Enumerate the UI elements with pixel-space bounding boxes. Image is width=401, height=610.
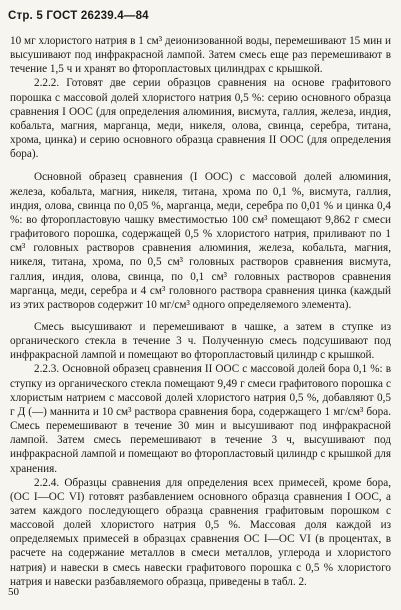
document-body — [10, 34, 391, 589]
page-number: 50 — [8, 586, 19, 598]
paragraph-2-2-2: 2.2.2. Готовят две серии образцов сравнения на основе графитового порошка с массовой долей хлористого натрия 0,5 %: серию основного образца сравнения I ООС (для определения алюминия, висмута, галлия, железа, индия, кобальта, магния, марганца, меди, никеля, олова, свинца, серебра, титана, хрома, цинка) и серию основного образца сравнения II ООС (для определения бора). — [10, 77, 391, 161]
paragraph-ioos-composition: Основной образец сравнения (I ООС) с массовой долей алюминия, железа, кобальта, магния, никеля, титана, хрома по 0,1 %, висмута, галлия, индия, олова, свинца по 0,05 %, марганца, меди, серебра по 0,01 % и цинка 0,4 %: во фторопластовую чашку вместимостью 100 см³ помещают 9,862 г смеси графитового порошка, содержащей 0,5 % хлористого натрия, приливают по 1 см³ головных растворов сравнения алюминия, железа, кобальта, магния, никеля, титана, хрома, по 0,5 см³ головных растворов сравнения висмута, галлия, индия, олова, свинца, по 0,1 см³ головных растворов сравнения марганца, меди, серебра и 4 см³ головного раствора сравнения цинка (каждый из этих растворов содержит 10 мг/см³ одного определяемого элемента). — [10, 171, 391, 311]
page-header: Стр. 5 ГОСТ 26239.4—84 — [8, 10, 149, 22]
paragraph-2-2-3: 2.2.3. Основной образец сравнения II ООС с массовой долей бора 0,1 %: в ступку из органического стекла помещают 9,49 г смеси графитового порошка с хлористым натрием с массовой долей хлористого натрия 0,5 %, добавляют 0,5 г Д (—) маннита и 10 см³ раствора сравнения бора, содержащего 1 мг/см³ бора. Смесь перемешивают в течение 30 мин и высушивают под инфракрасной лампой. Затем смесь перемешивают в течение 3 ч, высушивают под инфракрасной лампой и помещают во фторопластовый цилиндр с крышкой для хранения. — [10, 363, 391, 475]
paragraph-2-2-4: 2.2.4. Образцы сравнения для определения всех примесей, кроме бора, (ОС I—ОС VI) готовят разбавлением основного образца сравнения I ООС, а затем каждого последующего образца сравнения графитовым порошком с массовой долей хлористого натрия 0,5 %. Массовая доля каждой из определяемых примесей в образцах сравнения ОС I—ОС VI (в процентах, в расчете на содержание металлов в смеси металлов, углерода и хлористого натрия) и навески в смесь навески графитового порошка с 0,5 % хлористого натрия и навески разбавляемого образца, приведены в табл. 2. — [10, 476, 391, 588]
paragraph-continuation: 10 мг хлористого натрия в 1 см³ деионизованной воды, перемешивают 15 мин и высушивают под инфракрасной лампой. Затем смесь еще раз перемешивают в течение 1,5 ч и хранят во фторопластовых цилиндрах с крышкой. — [10, 35, 391, 76]
paragraph-drying: Смесь высушивают и перемешивают в чашке, а затем в ступке из органического стекла в течение 3 ч. Полученную смесь подсушивают под инфракрасной лампой и помещают во фторопластовый цилиндр с крышкой. — [10, 320, 391, 362]
